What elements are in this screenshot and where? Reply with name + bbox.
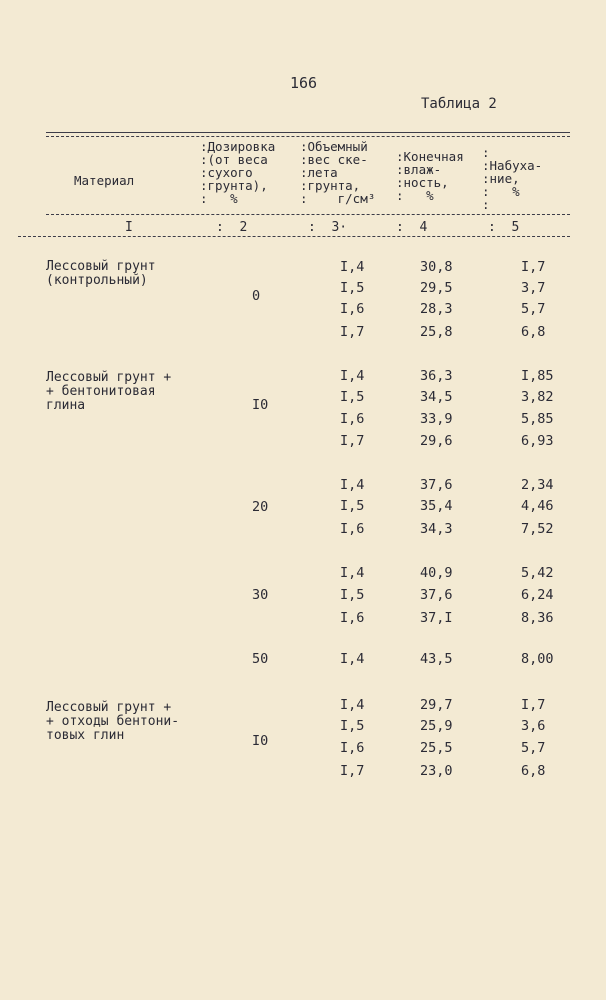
moisture-value: 35,4 xyxy=(420,498,453,514)
moisture-value: 25,9 xyxy=(420,718,453,734)
moisture-value: 25,8 xyxy=(420,324,453,340)
dosage-value: 30 xyxy=(252,587,269,603)
column-number-5: : 5 xyxy=(488,220,520,235)
swelling-value: 6,8 xyxy=(521,324,546,340)
swelling-value: 5,7 xyxy=(521,301,546,317)
swelling-value: 3,6 xyxy=(521,718,546,734)
material-label: Лессовый грунт + + бентонитовая глина xyxy=(46,370,172,413)
table-label: Таблица 2 xyxy=(421,96,497,112)
moisture-value: 29,7 xyxy=(420,697,453,713)
bulk-weight-value: I,4 xyxy=(340,651,365,667)
moisture-value: 43,5 xyxy=(420,651,453,667)
moisture-value: 30,8 xyxy=(420,259,453,275)
dosage-value: I0 xyxy=(252,397,269,413)
material-label: Лессовый грунт + + отходы бентони- товых глин xyxy=(46,700,180,743)
swelling-value: 7,52 xyxy=(521,521,554,537)
dosage-value: I0 xyxy=(252,733,269,749)
bulk-weight-value: I,4 xyxy=(340,368,365,384)
bulk-weight-value: I,7 xyxy=(340,763,365,779)
page-number: 166 xyxy=(290,74,318,92)
swelling-value: 6,24 xyxy=(521,587,554,603)
bulk-weight-value: I,4 xyxy=(340,565,365,581)
swelling-value: 6,93 xyxy=(521,433,554,449)
header-swelling: : :Набуха- :ние, : % : xyxy=(482,145,543,212)
dosage-value: 20 xyxy=(252,499,269,515)
swelling-value: 5,85 xyxy=(521,411,554,427)
bulk-weight-value: I,7 xyxy=(340,324,365,340)
bulk-weight-value: I,5 xyxy=(340,498,365,514)
swelling-value: I,7 xyxy=(521,259,546,275)
dosage-value: 0 xyxy=(252,288,261,304)
table-top-rule xyxy=(46,132,570,133)
bulk-weight-value: I,4 xyxy=(340,477,365,493)
bulk-weight-value: I,4 xyxy=(340,697,365,713)
header-final-moisture: :Конечная :влаж- :ность, : % xyxy=(396,149,464,203)
header-rule xyxy=(46,214,570,215)
moisture-value: 37,6 xyxy=(420,587,453,603)
moisture-value: 25,5 xyxy=(420,740,453,756)
column-number-2: : 2 xyxy=(216,220,248,235)
swelling-value: 4,46 xyxy=(521,498,554,514)
moisture-value: 28,3 xyxy=(420,301,453,317)
swelling-value: I,85 xyxy=(521,368,554,384)
bulk-weight-value: I,4 xyxy=(340,259,365,275)
moisture-value: 34,3 xyxy=(420,521,453,537)
header-dosage: :Дозировка :(от веса :сухого :грунта), : % xyxy=(200,139,276,206)
moisture-value: 23,0 xyxy=(420,763,453,779)
column-number-rule xyxy=(18,236,570,237)
bulk-weight-value: I,6 xyxy=(340,740,365,756)
swelling-value: I,7 xyxy=(521,697,546,713)
bulk-weight-value: I,6 xyxy=(340,610,365,626)
table-top-rule-dashed xyxy=(46,136,570,137)
swelling-value: 2,34 xyxy=(521,477,554,493)
swelling-value: 3,82 xyxy=(521,389,554,405)
bulk-weight-value: I,7 xyxy=(340,433,365,449)
moisture-value: 37,6 xyxy=(420,477,453,493)
header-bulk-weight: :Объемный :вес ске- :лета :грунта, : г/см³ xyxy=(300,139,376,206)
bulk-weight-value: I,6 xyxy=(340,521,365,537)
swelling-value: 5,42 xyxy=(521,565,554,581)
bulk-weight-value: I,6 xyxy=(340,411,365,427)
swelling-value: 3,7 xyxy=(521,280,546,296)
moisture-value: 37,I xyxy=(420,610,453,626)
header-material: Материал xyxy=(74,173,135,188)
moisture-value: 40,9 xyxy=(420,565,453,581)
swelling-value: 6,8 xyxy=(521,763,546,779)
bulk-weight-value: I,6 xyxy=(340,301,365,317)
bulk-weight-value: I,5 xyxy=(340,587,365,603)
swelling-value: 5,7 xyxy=(521,740,546,756)
bulk-weight-value: I,5 xyxy=(340,280,365,296)
swelling-value: 8,36 xyxy=(521,610,554,626)
moisture-value: 29,5 xyxy=(420,280,453,296)
moisture-value: 36,3 xyxy=(420,368,453,384)
column-number-4: : 4 xyxy=(396,220,428,235)
swelling-value: 8,00 xyxy=(521,651,554,667)
moisture-value: 29,6 xyxy=(420,433,453,449)
moisture-value: 34,5 xyxy=(420,389,453,405)
column-number-3: : 3· xyxy=(308,220,348,235)
material-label: Лессовый грунт (контрольный) xyxy=(46,259,156,288)
moisture-value: 33,9 xyxy=(420,411,453,427)
bulk-weight-value: I,5 xyxy=(340,389,365,405)
bulk-weight-value: I,5 xyxy=(340,718,365,734)
dosage-value: 50 xyxy=(252,651,269,667)
column-number-1: I xyxy=(125,220,133,235)
